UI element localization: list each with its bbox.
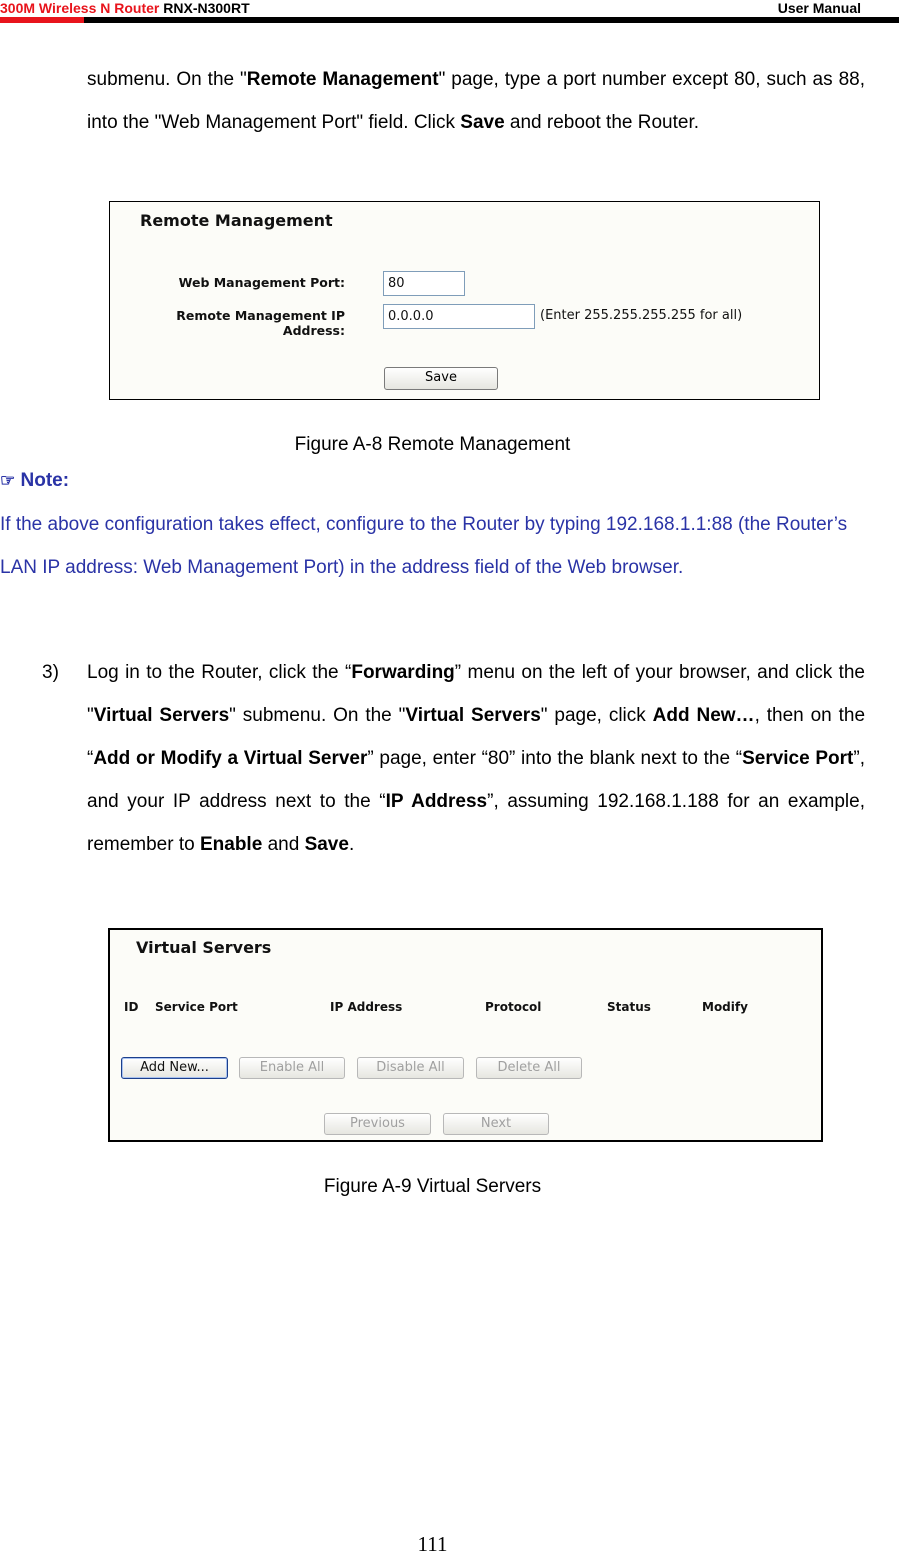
previous-button[interactable]: Previous	[324, 1113, 431, 1135]
note-heading-text: Note:	[20, 470, 70, 491]
enable-all-button[interactable]: Enable All	[239, 1057, 345, 1079]
text: ”, assuming 192.168.1.188 for an example, remember to	[87, 791, 865, 855]
column-service-port: Service Port	[155, 1000, 238, 1014]
text: Log in to the Router, click the “	[87, 662, 352, 683]
emphasis: Virtual Servers	[405, 705, 541, 726]
intro-paragraph	[87, 58, 865, 144]
header-title	[0, 0, 250, 16]
page-number: 111	[417, 1532, 448, 1556]
emphasis: Forwarding	[351, 662, 455, 683]
text: " page, type a port number except 80, such as 88, into the "Web Management Port" field. Click	[87, 69, 865, 133]
emphasis: Virtual Servers	[93, 705, 230, 726]
text: ”, and your IP address next to the “	[87, 748, 865, 812]
header-model: RNX-N300RT	[163, 0, 250, 16]
virtual-servers-title: Virtual Servers	[136, 938, 272, 957]
text: .	[348, 834, 355, 855]
pointing-hand-icon: ☞	[0, 471, 16, 490]
column-ip-address: IP Address	[330, 1000, 403, 1014]
web-port-input[interactable]	[383, 271, 465, 296]
header-accent	[0, 17, 84, 23]
next-button[interactable]: Next	[443, 1113, 549, 1135]
remote-ip-hint: (Enter 255.255.255.255 for all)	[540, 308, 743, 323]
text: submenu. On the "	[87, 69, 247, 90]
delete-all-button[interactable]: Delete All	[476, 1057, 582, 1079]
remote-management-title: Remote Management	[140, 211, 333, 230]
note-heading	[0, 470, 69, 492]
header-product: 300M Wireless N Router	[0, 0, 160, 16]
column-protocol: Protocol	[485, 1000, 542, 1014]
step3-paragraph	[87, 651, 865, 866]
step-number: 3)	[42, 662, 59, 683]
column-status: Status	[607, 1000, 651, 1014]
text: " page, click	[540, 705, 653, 726]
header-divider	[84, 17, 899, 23]
virtual-servers-screenshot	[108, 928, 823, 1142]
emphasis: Add or Modify a Virtual Server	[93, 748, 368, 769]
text: and	[262, 834, 305, 855]
header-manual: User Manual	[777, 0, 861, 16]
text: " submenu. On the "	[229, 705, 406, 726]
emphasis: Save	[304, 834, 349, 855]
text: ” menu on the left of your browser, and click the "	[87, 662, 865, 726]
add-new-button[interactable]: Add New...	[121, 1057, 228, 1079]
save-button[interactable]: Save	[384, 367, 498, 390]
column-modify: Modify	[702, 1000, 748, 1014]
emphasis: Save	[460, 112, 505, 133]
text: ” page, enter “80” into the blank next to the “	[367, 748, 743, 769]
figure-a9-caption: Figure A-9 Virtual Servers	[323, 1176, 542, 1197]
web-port-label: Web Management Port:	[178, 275, 345, 290]
remote-management-screenshot	[109, 201, 820, 400]
disable-all-button[interactable]: Disable All	[357, 1057, 464, 1079]
emphasis: Remote Management	[246, 69, 439, 90]
emphasis: Enable	[199, 834, 263, 855]
text: and reboot the Router.	[504, 112, 700, 133]
remote-ip-label: Remote Management IP Address:	[176, 308, 345, 338]
remote-ip-input[interactable]	[383, 304, 535, 329]
column-id: ID	[124, 1000, 139, 1014]
emphasis: Service Port	[742, 748, 854, 769]
text: , then on the “	[87, 705, 866, 769]
note-text: If the above configuration takes effect, configure to the Router by typing 192.168.1.1:88 (the Router’s LAN IP address: Web Management Port) in the address field of the Web browser.	[0, 514, 848, 578]
emphasis: Add New…	[652, 705, 755, 726]
figure-a8-caption: Figure A-8 Remote Management	[294, 434, 571, 455]
emphasis: IP Address	[385, 791, 488, 812]
